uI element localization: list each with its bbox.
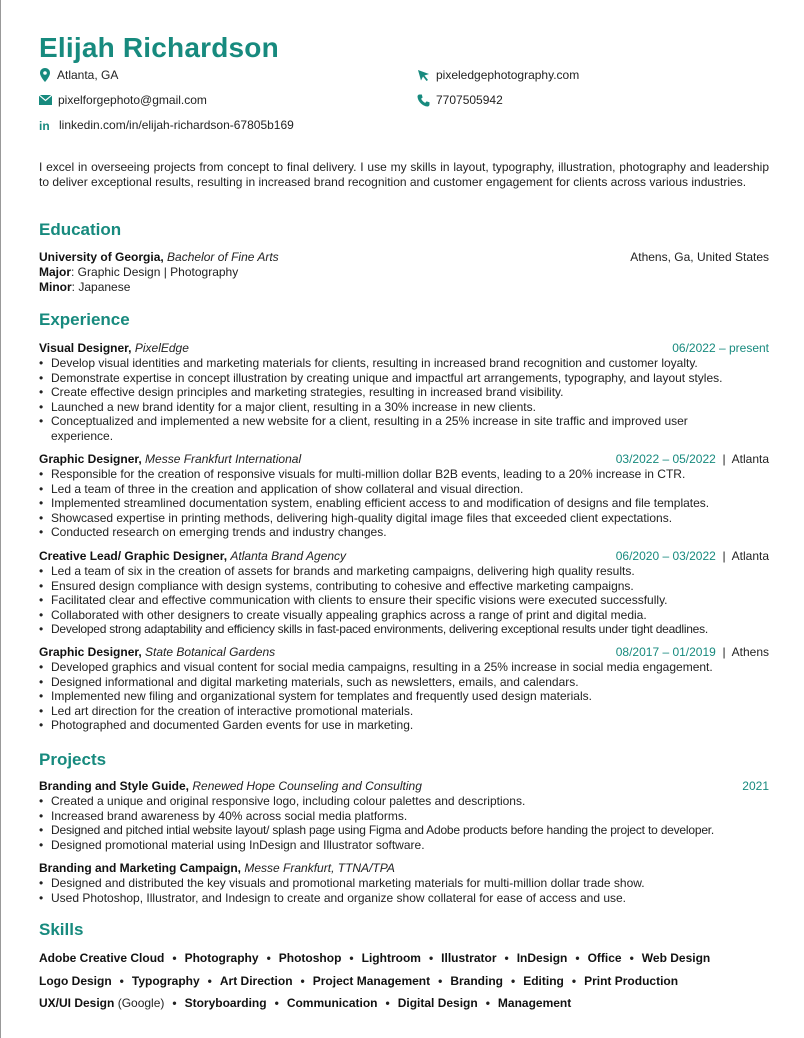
project-client: Messe Frankfurt, TTNA/TPA [244, 861, 395, 875]
list-item: • Led a team of three in the creation and application of show collateral and visual direction. [39, 482, 769, 497]
major-value: : Graphic Design | Photography [71, 265, 239, 279]
skill-tag: UX/UI Design [39, 996, 115, 1010]
list-item: • Led a team of six in the creation of assets for brands and marketing campaigns, delivering high quality results. [39, 564, 769, 579]
skills-heading: Skills [39, 920, 84, 939]
education-entry [39, 250, 769, 265]
list-item: • Demonstrate expertise in concept illustration by creating unique and impactful art arrangements, typography, and layout styles. [39, 371, 769, 386]
job-company: State Botanical Gardens [145, 645, 276, 659]
profile-summary: I excel in overseeing projects from concept to final delivery. I use my skills in layout, typography, illustration, photography and leadership to deliver exceptional results, resulting in increased brand recognition and customer engagement for clients across various industries. [39, 160, 769, 189]
list-item: • Designed promotional material using InDesign and Illustrator software. [39, 838, 769, 853]
job-bullets [39, 356, 769, 444]
job-place: Atlanta [731, 452, 769, 466]
project-name: Branding and Style Guide, [39, 779, 190, 793]
job-dates: 03/2022 – 05/2022 [615, 452, 716, 466]
project-name: Branding and Marketing Campaign, [39, 861, 242, 875]
list-item: • Develop visual identities and marketing materials for clients, resulting in increased brand recognition and customer loyalty. [39, 356, 769, 371]
linkedin-icon [39, 119, 53, 131]
job-bullets [39, 660, 769, 733]
svg-text:in: in [39, 119, 50, 131]
job-company: Messe Frankfurt International [145, 452, 302, 466]
skill-tag: Office [587, 951, 622, 965]
list-item: • Conducted research on emerging trends and industry changes. [39, 525, 769, 540]
phone-text: 7707505942 [436, 93, 503, 107]
list-item: • Photographed and documented Garden events for use in marketing. [39, 718, 769, 733]
skill-tag: Branding [450, 973, 503, 988]
major-label: Major [39, 265, 72, 279]
list-item: • Ensured design compliance with design systems, contributing to cohesive and effective marketing campaigns. [39, 579, 769, 594]
skill-tag: Print Production [584, 973, 679, 988]
projects-heading: Projects [39, 750, 107, 769]
skill-tag: Management [497, 996, 572, 1010]
education-minor [39, 280, 769, 295]
skill-tag: Logo Design [39, 973, 112, 988]
skill-tag: Web Design [641, 951, 711, 965]
experience-heading: Experience [39, 310, 130, 329]
skills-list [39, 947, 779, 1015]
skill-tag: Lightroom [361, 951, 421, 965]
job-header: Creative Lead/ Graphic Designer, Atlanta Brand Agency 06/2020 – 03/2022 | Atlanta [39, 549, 769, 563]
project-bullets [39, 794, 769, 852]
list-item: • Used Photoshop, Illustrator, and Indesign to create and organize show collateral for ease of access and use. [39, 891, 769, 906]
contact-email[interactable] [39, 93, 207, 107]
job-header [39, 341, 769, 356]
job-dates: 08/2017 – 01/2019 [615, 645, 716, 659]
skill-note: (Google) [117, 996, 165, 1010]
skill-tag: Digital Design [397, 996, 478, 1010]
list-item: • Launched a new brand identity for a major client, resulting in a 30% increase in new clients. [39, 400, 769, 415]
cursor-arrow-icon [417, 69, 430, 82]
job-role: Graphic Designer, [39, 645, 142, 659]
job-dates: 06/2022 – present [672, 341, 769, 355]
job-role: Visual Designer, [39, 341, 132, 355]
contact-location [39, 68, 118, 82]
skill-tag: Project Management [312, 973, 431, 988]
linkedin-link[interactable]: linkedin.com/in/elijah-richardson-67805b169 [59, 118, 294, 132]
minor-label: Minor [39, 280, 72, 294]
list-item: • Led art direction for the creation of interactive promotional materials. [39, 704, 769, 719]
envelope-icon [39, 95, 52, 105]
list-item: • Create effective design principles and marketing strategies, resulting in increased brand visibility. [39, 385, 769, 400]
skill-tag: Communication [286, 996, 378, 1010]
list-item: • Facilitated clear and effective communication with clients to ensure their specific visions were executed successfully. [39, 593, 769, 608]
education-major [39, 265, 769, 280]
degree-name: Bachelor of Fine Arts [167, 250, 279, 264]
job-header: Graphic Designer, State Botanical Gardens 08/2017 – 01/2019 | Athens [39, 645, 769, 659]
skill-tag: Art Direction [219, 973, 293, 988]
list-item: • Responsible for the creation of responsive visuals for multi-million dollar B2B events, leading to a 20% increase in CTR. [39, 467, 769, 482]
project-header [39, 779, 769, 794]
job-company: Atlanta Brand Agency [230, 549, 347, 563]
list-item: • Implemented streamlined documentation system, enabling efficient access to and modification of designs and file templates. [39, 496, 769, 511]
list-item: • Developed graphics and visual content for social media campaigns, resulting in a 25% increase in social media engagement. [39, 660, 769, 675]
skill-tag: Typography [131, 973, 200, 988]
project-header [39, 861, 769, 876]
list-item: • Conceptualized and implemented a new website for a client, resulting in a 25% increase in site traffic and improved user experience. [39, 414, 769, 443]
skill-tag: Illustrator [441, 951, 497, 965]
skills-line: Adobe Creative Cloud • Photography • Photoshop • Lightroom • Illustrator • InDesign • Office • Web Design [39, 951, 711, 965]
job-role: Graphic Designer, [39, 452, 142, 466]
list-item: • Collaborated with other designers to create visually appealing graphics across a range of print and digital media. [39, 608, 769, 623]
job-role: Creative Lead/ Graphic Designer, [39, 549, 228, 563]
job-place: Athens [731, 645, 769, 659]
list-item: • Created a unique and original responsive logo, including colour palettes and descriptions. [39, 794, 769, 809]
list-item: • Developed strong adaptability and efficiency skills in fast-paced environments, delivering exceptional results under tight deadlines. [39, 622, 769, 637]
list-item: • Implemented new filing and organizational system for templates and frequently used design materials. [39, 689, 769, 704]
skills-line: Logo Design • Typography • Art Direction • Project Management • Branding • Editing • Print Production [39, 973, 679, 988]
candidate-name: Elijah Richardson [39, 32, 279, 63]
list-item: • Designed and pitched intial website layout/ splash page using Figma and Adobe products before handing the project to developer. [39, 823, 769, 838]
list-item: • Showcased expertise in printing methods, delivering high-quality digital image files that exceeded client expectations. [39, 511, 769, 526]
job-place: Atlanta [731, 549, 769, 563]
skill-tag: InDesign [516, 951, 568, 965]
school-location: Athens, Ga, United States [630, 250, 769, 264]
contact-linkedin[interactable] [39, 118, 294, 132]
location-text: Atlanta, GA [57, 68, 119, 82]
skill-tag: Photoshop [278, 951, 342, 965]
job-header: Graphic Designer, Messe Frankfurt International 03/2022 – 05/2022 | Atlanta [39, 452, 769, 466]
list-item: • Designed informational and digital marketing materials, such as newsletters, emails, and calendars. [39, 675, 769, 690]
job-bullets [39, 564, 769, 637]
education-heading: Education [39, 220, 122, 239]
job-company: PixelEdge [134, 341, 189, 355]
list-item: • Designed and distributed the key visuals and promotional marketing materials for multi-million dollar trade show. [39, 876, 769, 891]
school-name: University of Georgia, [39, 250, 164, 264]
project-client: Renewed Hope Counseling and Consulting [192, 779, 422, 793]
email-link[interactable]: pixelforgephoto@gmail.com [58, 93, 207, 107]
list-item: • Increased brand awareness by 40% across social media platforms. [39, 809, 769, 824]
skill-tag: Photography [184, 951, 259, 965]
contact-website[interactable] [417, 68, 579, 82]
skill-tag: Editing [523, 973, 564, 988]
skill-tag: Adobe Creative Cloud [39, 951, 165, 965]
project-bullets [39, 876, 769, 905]
phone-icon [417, 94, 430, 107]
website-link[interactable]: pixeledgephotography.com [436, 68, 580, 82]
minor-value: : Japanese [71, 280, 131, 294]
contact-phone[interactable] [417, 93, 503, 107]
skill-tag: Storyboarding [184, 996, 267, 1010]
location-pin-icon [39, 68, 51, 82]
skills-line: UX/UI Design (Google) • Storyboarding • Communication • Digital Design • Management [39, 996, 572, 1010]
project-year: 2021 [742, 779, 769, 793]
job-dates: 06/2020 – 03/2022 [615, 549, 716, 563]
job-bullets [39, 467, 769, 540]
